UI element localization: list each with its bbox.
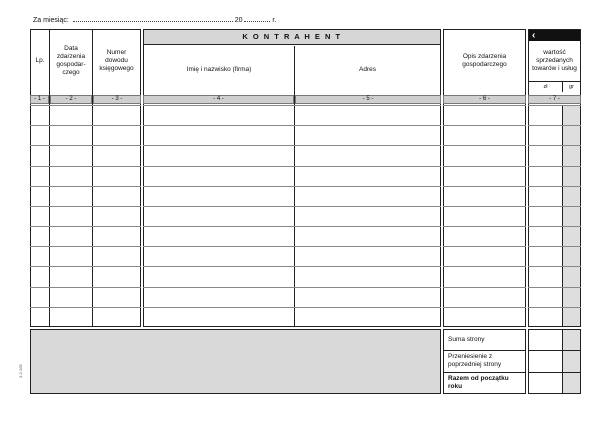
summary-page-sum: Suma strony [448,336,485,343]
header-lp: Lp. [35,57,45,64]
month-line [33,15,293,25]
table-row[interactable] [443,266,526,267]
header-zl: zł [543,84,548,90]
table-row[interactable] [528,186,581,187]
table-row[interactable] [528,105,581,106]
col-num-5: - 5 - [295,95,441,104]
col-num-1: - 1 - [30,95,49,104]
table-row[interactable] [143,246,441,247]
table-row[interactable] [443,125,526,126]
table-row[interactable] [30,226,141,227]
table-row[interactable] [528,226,581,227]
table-row[interactable] [443,186,526,187]
table-row[interactable] [30,166,141,167]
table-row[interactable] [443,226,526,227]
summary-total: Razem od początku roku [448,375,509,390]
table-row[interactable] [528,307,581,308]
year-prefix: 20 [234,17,243,24]
chevron-left-icon: ‹ [532,30,536,41]
summary-gr-shade [563,330,580,393]
table-row[interactable] [143,266,441,267]
table-row[interactable] [143,125,441,126]
header-value: wartość sprzedanych towarów i usług [532,49,577,72]
table-row[interactable] [30,307,141,308]
header-name: Imię i nazwisko (firma) [186,65,252,73]
summary-carried: Przeniesienie z poprzedniej strony [448,353,502,368]
table-row[interactable] [143,166,441,167]
table-row[interactable] [443,206,526,207]
bottom-shaded-area [30,329,441,394]
header-address: Adres [359,65,376,73]
table-row[interactable] [30,246,141,247]
header-description: Opis zdarzenia gospodarczego [462,53,507,68]
col-num-3: - 3 - [93,95,141,104]
table-row[interactable] [528,145,581,146]
table-row[interactable] [143,186,441,187]
table-row[interactable] [443,105,526,106]
table-row[interactable] [30,287,141,288]
col-num-2: - 2 - [50,95,92,104]
table-row[interactable] [30,145,141,146]
table-row[interactable] [143,206,441,207]
table-row[interactable] [143,287,441,288]
table-row[interactable] [528,266,581,267]
header-gr: gr [569,84,574,90]
table-row[interactable] [30,186,141,187]
table-row[interactable] [30,266,141,267]
table-row[interactable] [528,206,581,207]
col-num-7: - 7 - [528,95,581,104]
gr-column-shade [563,105,580,326]
table-row[interactable] [528,246,581,247]
header-doc-number: Numer dowodu księgowego [99,49,134,72]
side-code: 3-2-165 [18,364,23,378]
month-label: Za miesiąc: [33,17,69,24]
month-dots[interactable] [73,15,233,22]
header-contractor: K O N T R A H E N T [144,30,440,45]
table-row[interactable] [443,246,526,247]
table-row[interactable] [528,287,581,288]
col-num-4: - 4 - [143,95,294,104]
table-row[interactable] [528,125,581,126]
col-num-6: - 6 - [443,95,526,104]
table-row[interactable] [528,166,581,167]
table-row[interactable] [443,166,526,167]
table-row[interactable] [30,125,141,126]
table-row[interactable] [143,105,441,106]
year-dots[interactable] [244,15,270,22]
table-row[interactable] [30,206,141,207]
table-row[interactable] [143,307,441,308]
table-row[interactable] [143,145,441,146]
header-date: Data zdarzenia gospodar-czego [56,45,86,76]
table-row[interactable] [443,145,526,146]
table-row[interactable] [30,105,141,106]
year-suffix: r. [272,17,277,24]
table-row[interactable] [443,307,526,308]
table-row[interactable] [143,226,441,227]
table-row[interactable] [443,287,526,288]
